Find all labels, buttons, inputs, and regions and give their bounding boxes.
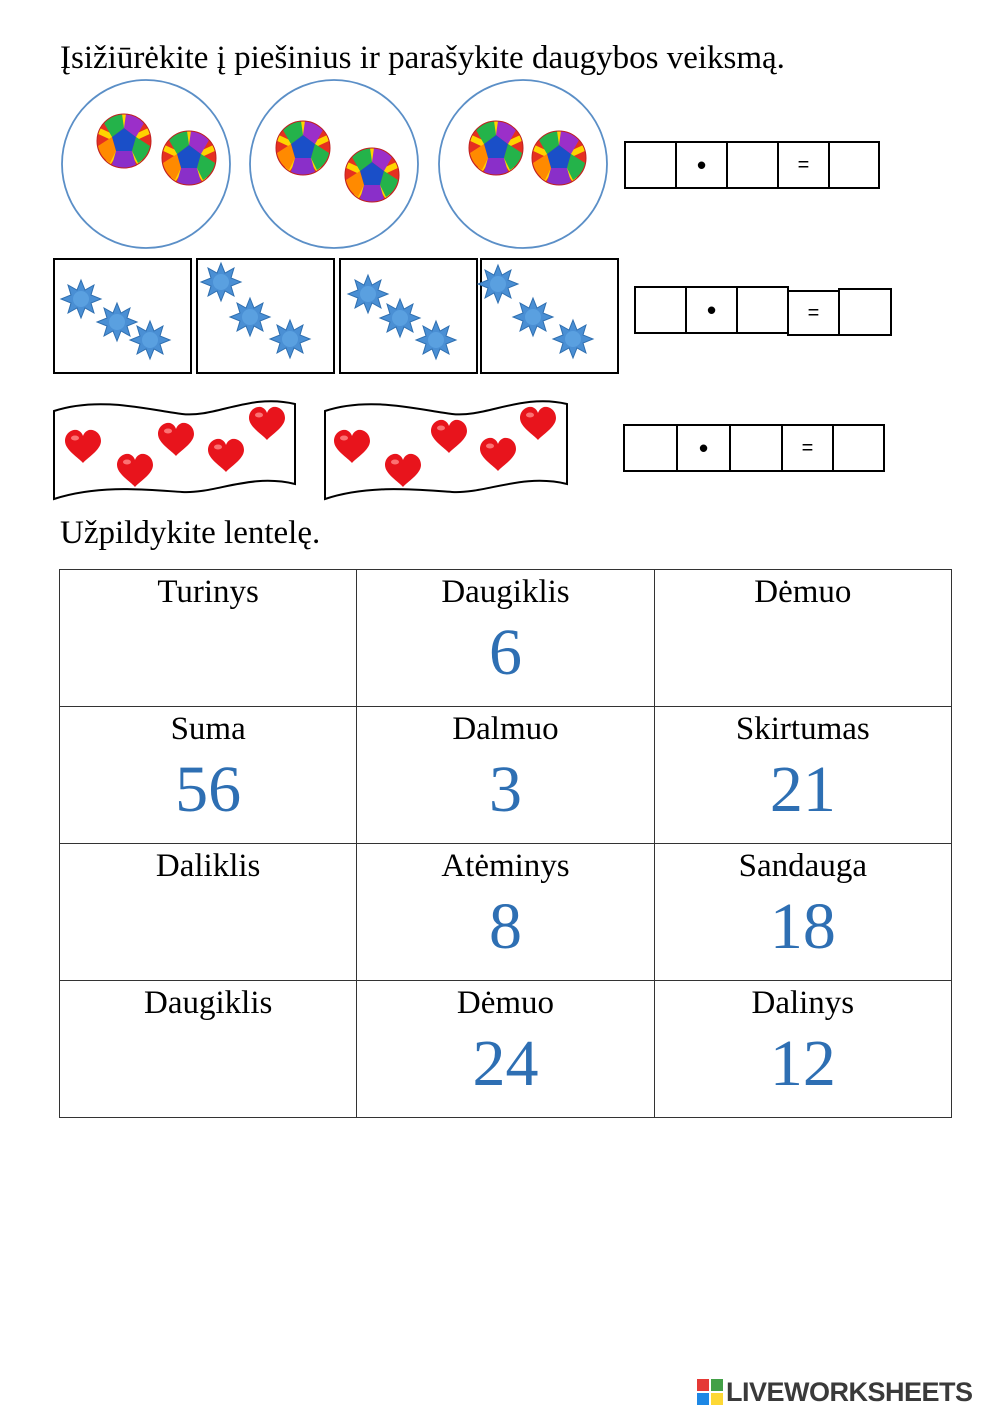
cell-value: 8 (488, 890, 522, 964)
cell-label: Dėmuo (456, 985, 555, 1021)
eq1-equals-sign: = (777, 141, 830, 189)
cell-value: 21 (769, 753, 836, 827)
eq3-product-box[interactable] (832, 424, 885, 472)
table-cell[interactable] (654, 570, 951, 707)
fill-table (59, 569, 952, 1118)
star-group-2 (197, 259, 334, 373)
cell-label: Dalinys (751, 985, 855, 1021)
table-cell (60, 707, 357, 844)
task2-instruction: Užpildykite lentelę. (60, 515, 321, 551)
cell-label: Atėminys (441, 848, 570, 884)
cell-label: Daugiklis (441, 574, 570, 610)
heart-group-2 (325, 401, 567, 499)
star-group-3 (340, 259, 477, 373)
cell-value: 6 (488, 616, 522, 690)
task1-instruction: Įsižiūrėkite į piešinius ir parašykite daugybos veiksmą. (60, 40, 785, 76)
cell-label: Skirtumas (735, 711, 870, 747)
table-row (60, 981, 952, 1118)
eq2-multiply-sign: • (685, 286, 738, 334)
eq1-factor2-box[interactable] (726, 141, 779, 189)
cell-value: 18 (769, 890, 836, 964)
star-group-4 (478, 259, 618, 373)
cell-label: Sandauga (738, 848, 867, 884)
table-cell[interactable] (60, 844, 357, 981)
table-cell[interactable] (60, 570, 357, 707)
eq1-product-box[interactable] (828, 141, 880, 189)
ball-group-2 (250, 80, 418, 248)
table-cell (357, 981, 654, 1118)
liveworksheets-logo (697, 1377, 973, 1407)
cell-label: Daugiklis (144, 985, 273, 1021)
table-cell (654, 707, 951, 844)
eq1-factor1-box[interactable] (624, 141, 677, 189)
logo-text: LIVEWORKSHEETS (726, 1376, 973, 1407)
cell-value: 12 (769, 1027, 836, 1101)
eq3-equals-sign: = (781, 424, 834, 472)
cell-label: Dėmuo (754, 574, 852, 610)
heart-group-1 (54, 401, 295, 499)
ball-group-3 (439, 80, 607, 248)
eq2-product-box[interactable] (838, 288, 892, 336)
table-cell (357, 707, 654, 844)
eq3-factor2-box[interactable] (729, 424, 783, 472)
cell-label: Dalmuo (452, 711, 559, 747)
cell-value: 3 (488, 753, 522, 827)
eq3-multiply-sign: • (676, 424, 731, 472)
table-cell[interactable] (60, 981, 357, 1118)
eq2-factor2-box[interactable] (736, 286, 789, 334)
eq1-multiply-sign: • (675, 141, 728, 189)
table-cell (654, 844, 951, 981)
table-row (60, 570, 952, 707)
cell-value: 56 (175, 753, 242, 827)
liveworksheets-logo-icon (697, 1379, 723, 1405)
cell-label: Suma (170, 711, 246, 747)
table-row (60, 707, 952, 844)
eq2-equals-sign: = (787, 290, 840, 336)
cell-value: 24 (472, 1027, 539, 1101)
table-row (60, 844, 952, 981)
cell-label: Daliklis (155, 848, 261, 884)
table-cell (654, 981, 951, 1118)
eq2-factor1-box[interactable] (634, 286, 687, 334)
star-group-1 (54, 259, 191, 373)
cell-label: Turinys (157, 574, 259, 610)
table-cell (357, 844, 654, 981)
table-cell (357, 570, 654, 707)
ball-group-1 (62, 80, 230, 248)
eq3-factor1-box[interactable] (623, 424, 678, 472)
